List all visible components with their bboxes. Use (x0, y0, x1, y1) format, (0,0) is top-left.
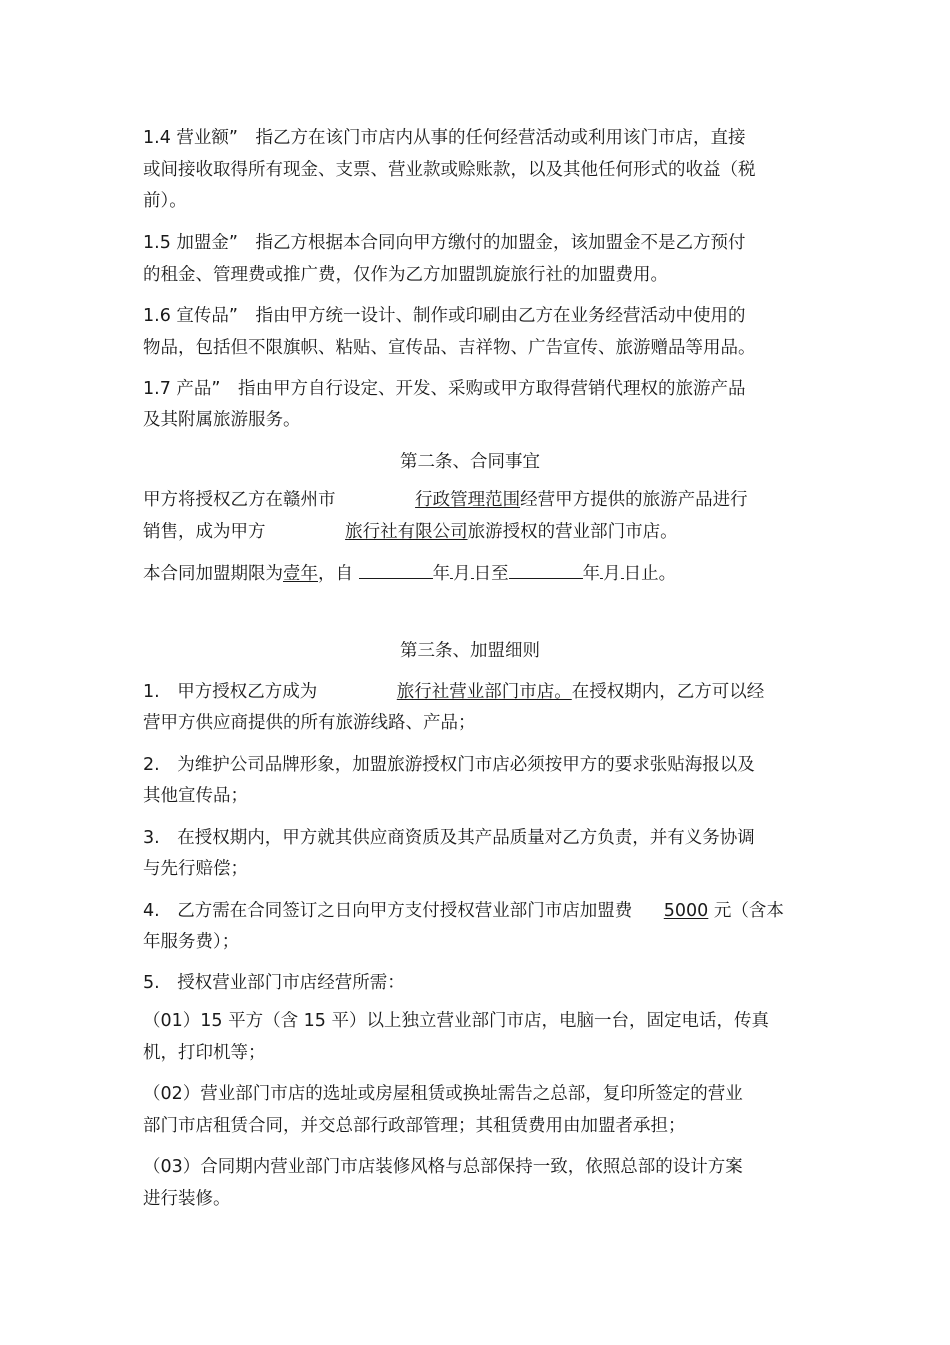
text-line: 物品，包括但不限旗帜、粘贴、宣传品、吉祥物、广告宣传、旅游赠品等用品。 (143, 338, 756, 358)
text-line: 1.6 宣传品” 指由甲方统一设计、制作或印刷由乙方在业务经营活动中使用的 (143, 306, 746, 326)
item-2-line-1: 2. 为维护公司品牌形象，加盟旅游授权门市店必须按甲方的要求张贴海报以及 (143, 755, 755, 775)
text-span: 月 (453, 564, 471, 584)
sub-item-03-line-2: 进行装修。 (143, 1189, 231, 1209)
text-line: 1.7 产品” 指由甲方自行设定、开发、采购或甲方取得营销代理权的旅游产品 (143, 379, 746, 399)
item-4-line-1 (143, 899, 784, 923)
text-line: 及其附属旅游服务。 (143, 410, 301, 430)
item-4-line-2: 年服务费）； (143, 932, 240, 952)
text-span: 日止。 (623, 564, 677, 584)
date-blank (509, 561, 583, 579)
fee-amount: 5000 (663, 901, 709, 921)
text-line: 1.5 加盟金” 指乙方根据本合同向甲方缴付的加盟金，该加盟金不是乙方预付 (143, 233, 746, 253)
text-line: 前）。 (143, 191, 187, 211)
text-span: 1. 甲方授权乙方成为 (143, 682, 318, 702)
text-span: 经营甲方提供的旅游产品进行 (520, 490, 748, 510)
article-3-heading: 第三条、加盟细则 (400, 641, 540, 661)
item-1-line-1 (143, 680, 764, 704)
text-span: 元（含本 (713, 901, 784, 921)
article-2-line-1 (143, 488, 748, 512)
article-2-line-2 (143, 520, 678, 544)
filled-blank: 壹年 (283, 564, 318, 584)
text-span: 旅游授权的营业部门市店。 (467, 522, 678, 542)
text-span: 4. 乙方需在合同签订之日向甲方支付授权营业部门市店加盟费 (143, 901, 633, 921)
item-3-line-2: 与先行赔偿； (143, 859, 248, 879)
text-line: 1.4 营业额” 指乙方在该门市店内从事的任何经营活动或利用该门市店，直接 (143, 128, 746, 148)
text-span: 年 (582, 564, 601, 584)
sub-item-01-line-1: （01）15 平方（含 15 平）以上独立营业部门市店，电脑一台，固定电话，传真 (143, 1011, 769, 1031)
article-2-heading: 第二条、合同事宜 (400, 452, 540, 472)
filled-blank: 旅行社有限公司 (345, 522, 468, 542)
text-span: 日至 (473, 564, 509, 584)
text-span: 年 (432, 564, 451, 584)
date-blank (359, 561, 433, 579)
text-span: 本合同加盟期限为 (143, 564, 283, 584)
filled-blank: 行政管理范围 (415, 490, 521, 510)
text-line: 或间接收取得所有现金、支票、营业款或赊账款，以及其他任何形式的收益（税 (143, 160, 756, 180)
text-span: ，自 (318, 564, 353, 584)
text-span: 月 (603, 564, 621, 584)
sub-item-03-line-1: （03）合同期内营业部门市店装修风格与总部保持一致，依照总部的设计方案 (143, 1157, 743, 1177)
item-2-line-2: 其他宣传品； (143, 786, 248, 806)
sub-item-02-line-1: （02）营业部门市店的选址或房屋租赁或换址需告之总部，复印所签定的营业 (143, 1084, 743, 1104)
text-span: 在授权期内，乙方可以经 (571, 682, 765, 702)
article-2-line-3 (143, 561, 676, 586)
sub-item-01-line-2: 机，打印机等； (143, 1043, 266, 1063)
text-line: 的租金、管理费或推广费，仅作为乙方加盟凯旋旅行社的加盟费用。 (143, 265, 668, 285)
filled-blank: 旅行社营业部门市店。 (396, 682, 572, 702)
item-1-line-2: 营甲方供应商提供的所有旅游线路、产品； (143, 713, 476, 733)
text-span: 销售，成为甲方 (143, 522, 266, 542)
sub-item-02-line-2: 部门市店租赁合同，并交总部行政部管理；其租赁费用由加盟者承担； (143, 1116, 686, 1136)
item-5: 5. 授权营业部门市店经营所需： (143, 973, 405, 993)
text-span: 甲方将授权乙方在赣州市 (143, 490, 336, 510)
item-3-line-1: 3. 在授权期内，甲方就其供应商资质及其产品质量对乙方负责，并有义务协调 (143, 828, 755, 848)
